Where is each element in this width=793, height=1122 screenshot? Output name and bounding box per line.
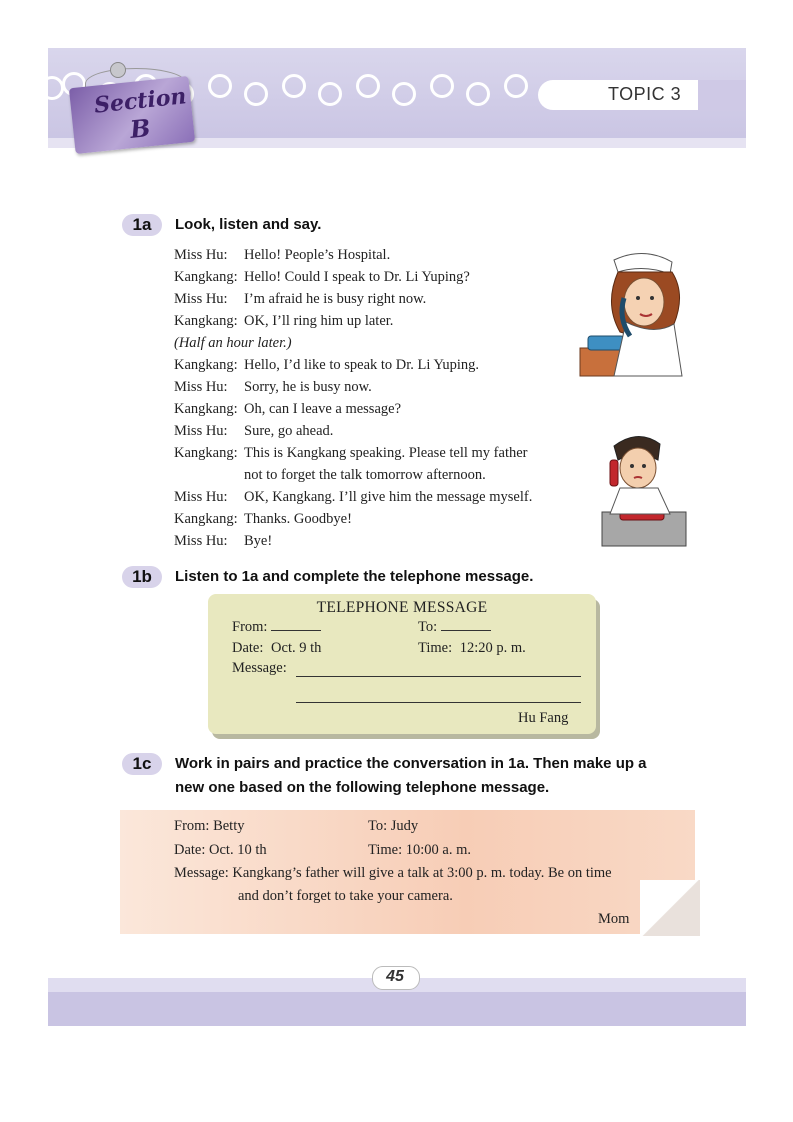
exercise-1c-number: 1c	[122, 753, 162, 775]
dialogue-line: Kangkang: OK, I’ll ring him up later.	[174, 313, 394, 329]
dialogue-line: Kangkang: Oh, can I leave a message?	[174, 401, 402, 417]
nurse-on-phone-illustration	[574, 244, 690, 380]
exercise-1c-title-line-1: Work in pairs and practice the conversation in 1a. Then make up a	[175, 755, 647, 772]
topic-pill-tail	[698, 80, 746, 110]
dialogue-line-continued: not to forget the talk tomorrow afternoon.	[244, 467, 486, 483]
dialogue-line: Miss Hu: OK, Kangkang. I’ll give him the message myself.	[174, 489, 533, 505]
page-curl	[640, 880, 700, 936]
note-message-line-2: and don’t forget to take your camera.	[238, 888, 453, 904]
sign-hook	[110, 62, 126, 78]
date-row: Date: Oct. 9 th	[232, 640, 322, 656]
dialogue-line: Miss Hu: Hello! People’s Hospital.	[174, 247, 391, 263]
message-blank-line-2[interactable]	[296, 702, 581, 703]
note-signature: Mom	[598, 911, 630, 927]
note-from: From: Betty	[174, 818, 245, 834]
telephone-message-box	[208, 594, 596, 734]
time-row: Time: 12:20 p. m.	[418, 640, 526, 656]
from-row: From:	[232, 618, 321, 636]
note-message-line-1: Message: Kangkang’s father will give a talk at 3:00 p. m. today. Be on time	[174, 865, 612, 881]
note-time: Time: 10:00 a. m.	[368, 842, 471, 858]
exercise-1b-number: 1b	[122, 566, 162, 588]
exercise-1a-title: Look, listen and say.	[175, 216, 322, 233]
message-signature: Hu Fang	[518, 710, 569, 726]
dialogue-line: Kangkang: Thanks. Goodbye!	[174, 511, 352, 527]
dialogue-line: Kangkang: Hello! Could I speak to Dr. Li Yuping?	[174, 269, 470, 285]
exercise-1b-title: Listen to 1a and complete the telephone message.	[175, 568, 534, 585]
telephone-message-title: TELEPHONE MESSAGE	[316, 599, 488, 616]
to-row: To:	[418, 618, 491, 636]
to-blank[interactable]	[441, 618, 491, 631]
dialogue-line: Kangkang: This is Kangkang speaking. Please tell my father	[174, 445, 528, 461]
dialogue-line: Miss Hu: I’m afraid he is busy right now.	[174, 291, 427, 307]
exercise-1a-number: 1a	[122, 214, 162, 236]
dialogue-1a	[174, 244, 532, 552]
message-label: Message:	[232, 660, 287, 676]
dialogue-line: Miss Hu: Sure, go ahead.	[174, 423, 334, 439]
topic-label: TOPIC 3	[608, 84, 682, 104]
page-number: 45	[386, 968, 404, 985]
exercise-1c-title-line-2: new one based on the following telephone message.	[175, 779, 550, 796]
section-word: Section	[92, 83, 188, 119]
section-letter: B	[128, 113, 152, 144]
dialogue-line: Miss Hu: Bye!	[174, 533, 273, 549]
dialogue-stage-direction: (Half an hour later.)	[174, 335, 292, 351]
from-blank[interactable]	[271, 618, 321, 631]
dialogue-line: Kangkang: Hello, I’d like to speak to Dr. Li Yuping.	[174, 357, 480, 373]
dialogue-line: Miss Hu: Sorry, he is busy now.	[174, 379, 372, 395]
note-date: Date: Oct. 10 th	[174, 842, 267, 858]
message-blank-line-1[interactable]	[296, 676, 581, 677]
note-to: To: Judy	[368, 818, 419, 834]
boy-on-phone-illustration	[598, 430, 690, 550]
